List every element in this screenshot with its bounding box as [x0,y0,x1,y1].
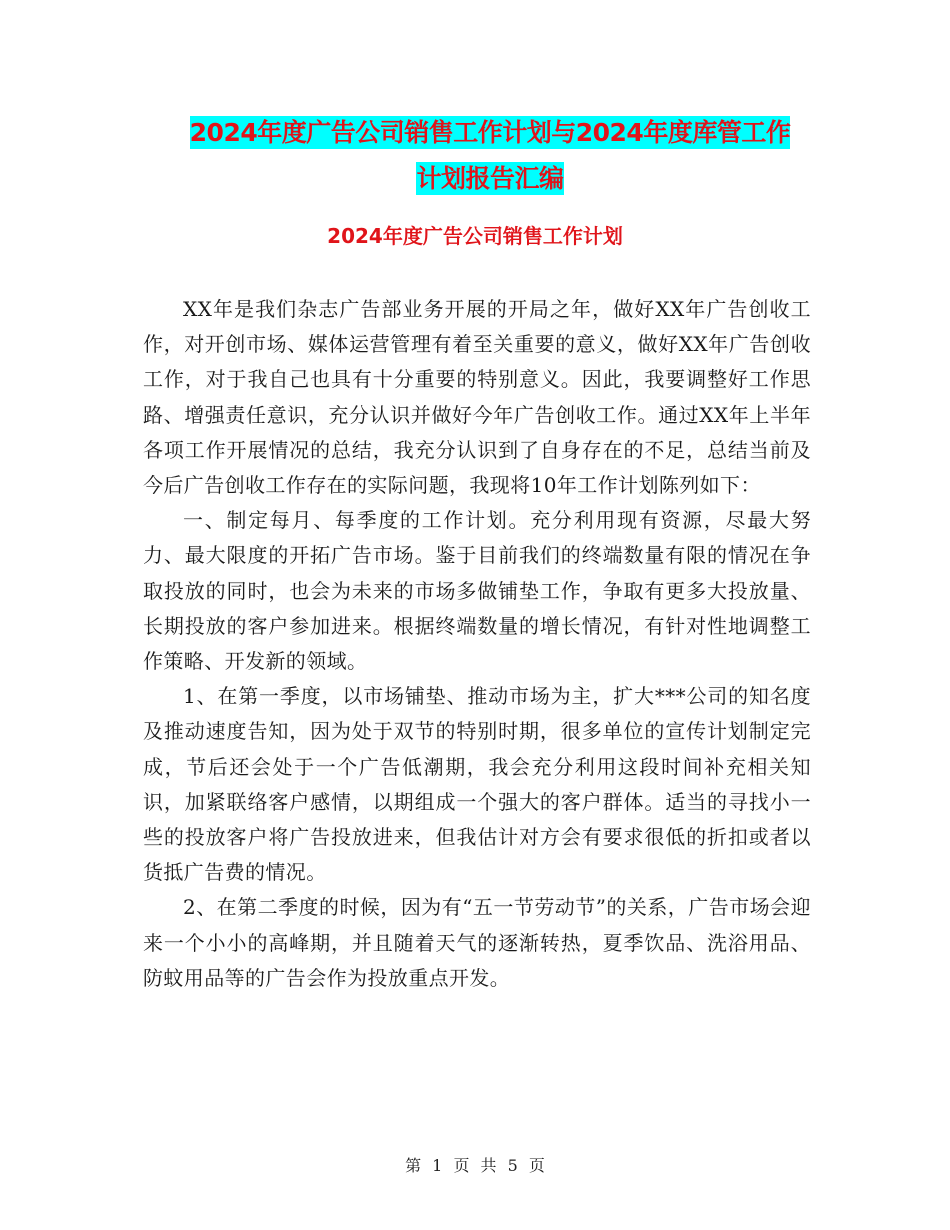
paragraph: 2、在第二季度的时候，因为有“五一节劳动节”的关系，广告市场会迎来一个小小的高峰期，并且随着天气的逐渐转热，夏季饮品、洗浴用品、防蚊用品等的广告会作为投放重点开发。 [143,895,811,990]
page-footer: 第 1 页 共 5 页 [405,1156,545,1175]
document-title-line1: 2024年度广告公司销售工作计划与2024年度库管工作 [189,118,791,147]
document-title [140,110,840,202]
section-title: 2024年度广告公司销售工作计划 [327,224,623,248]
document-body [143,292,811,996]
document-title-line2: 计划报告汇编 [416,164,564,193]
paragraph: 一、制定每月、每季度的工作计划。充分利用现有资源，尽最大努力、最大限度的开拓广告市场。鉴于目前我们的终端数量有限的情况在争取投放的同时，也会为未来的市场多做铺垫工作，争取有更多大投放量、长期投放的客户参加进来。根据终端数量的增长情况，有针对性地调整工作策略、开发新的领域。 [143,508,811,674]
paragraph: XX年是我们杂志广告部业务开展的开局之年，做好XX年广告创收工作，对开创市场、媒体运营管理有着至关重要的意义，做好XX年广告创收工作，对于我自己也具有十分重要的特别意义。因此，我要调整好工作思路、增强责任意识，充分认识并做好今年广告创收工作。通过XX年上半年各项工作开展情况的总结，我充分认识到了自身存在的不足，总结当前及今后广告创收工作存在的实际问题，我现将10年工作计划陈列如下： [143,297,811,498]
paragraph: 1、在第一季度，以市场铺垫、推动市场为主，扩大***公司的知名度及推动速度告知，因为处于双节的特别时期，很多单位的宣传计划制定完成，节后还会处于一个广告低潮期，我会充分利用这段时间补充相关知识，加紧联络客户感情，以期组成一个强大的客户群体。适当的寻找小一些的投放客户将广告投放进来，但我估计对方会有要求很低的折扣或者以货抵广告费的情况。 [143,684,811,885]
